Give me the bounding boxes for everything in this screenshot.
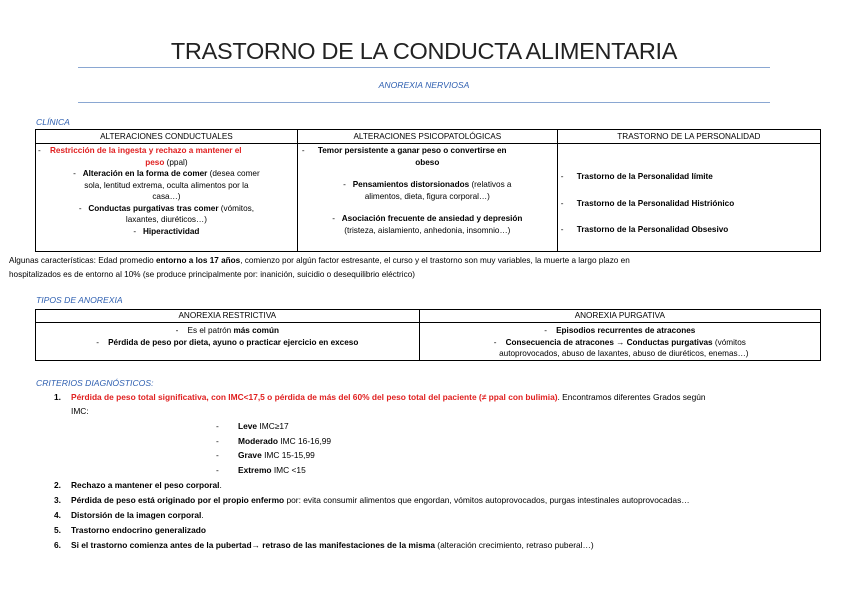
header-purgativa: ANOREXIA PURGATIVA xyxy=(419,310,820,323)
psicopatologicas-cell: - Temor persistente a ganar peso o convertirse en obeso - Pensamientos distorsionados (relativos a alimentos, dieta, figura corporal…) - Asociación frecuente de ansiedad y depresión (tristeza, aislamiento, anhedonia, insomnio…) xyxy=(297,144,557,252)
list-item: - Temor persistente a ganar peso o convertirse en xyxy=(301,146,507,155)
purgativa-cell: - Episodios recurrentes de atracones - Consecuencia de atracones → Conductas purgativas (vómitos autoprovocados, abuso de laxantes, abuso de diuréticos, enemas…) xyxy=(419,323,820,361)
criterio-4: 4. Distorsión de la imagen corporal. xyxy=(54,510,204,520)
list-item: - Restricción de la ingesta y rechazo a mantener el xyxy=(38,146,242,155)
conductuales-cell: - Restricción de la ingesta y rechazo a mantener el peso (ppal) - Alteración en la forma de comer (desea comer sola, lentitud extrema, oculta alimentos por la casa…) - Conductas purgativas tras comer (vómitos, laxantes, diuréticos…) - Hiperactividad xyxy=(36,144,298,252)
grado-grave: - Grave IMC 15-15,99 xyxy=(216,450,315,460)
list-item: - Trastorno de la Personalidad Obsesivo xyxy=(560,225,729,234)
criterio-3: 3. Pérdida de peso está originado por el propio enfermo por: evita consumir alimentos que engordan, vómitos autoprovocados, purgas intestinales autoprovocadas… xyxy=(54,495,690,505)
list-item: - Trastorno de la Personalidad límite xyxy=(560,172,713,181)
caracteristicas-note: Algunas características: Edad promedio entorno a los 17 años, comienzo por algún factor estresante, el curso y el trastorno son muy variables, la muerte a largo plazo en hospitalizados es de entorno al 10% (se produce principalmente por: inanición, suicidio o desequilibrio eléctrico) xyxy=(9,256,630,279)
criterio-2: 2. Rechazo a mantener el peso corporal. xyxy=(54,480,222,490)
title-divider xyxy=(78,67,770,68)
tipos-heading: TIPOS DE ANOREXIA xyxy=(36,295,123,305)
clinica-table xyxy=(35,129,821,252)
header-conductuales: ALTERACIONES CONDUCTUALES xyxy=(36,130,298,144)
header-restrictiva: ANOREXIA RESTRICTIVA xyxy=(36,310,420,323)
clinica-heading: CLÍNICA xyxy=(36,117,70,127)
list-item: - Conductas purgativas tras comer (vómitos, xyxy=(78,203,255,213)
criterio-6: 6. Si el trastorno comienza antes de la pubertad→ retraso de las manifestaciones de la misma (alteración crecimiento, retraso puberal…) xyxy=(54,540,594,550)
list-item: - Alteración en la forma de comer (desea comer xyxy=(73,169,260,178)
grado-extremo: - Extremo IMC <15 xyxy=(216,465,306,475)
criterio-1-line2: IMC: xyxy=(71,406,89,416)
grado-leve: - Leve IMC≥17 xyxy=(216,421,289,431)
list-item: - Pérdida de peso por dieta, ayuno o practicar ejercicio en exceso xyxy=(96,337,359,347)
list-item: - Asociación frecuente de ansiedad y depresión xyxy=(332,214,523,223)
list-item: - Es el patrón más común xyxy=(175,326,279,335)
list-item: - Episodios recurrentes de atracones xyxy=(544,326,696,335)
header-psicopatologicas: ALTERACIONES PSICOPATOLÓGICAS xyxy=(297,130,557,144)
tipos-table xyxy=(35,309,821,361)
list-item: - Consecuencia de atracones → Conductas purgativas (vómitos xyxy=(493,337,746,347)
list-item: - Pensamientos distorsionados (relativos a xyxy=(343,180,512,189)
list-item: - Hiperactividad xyxy=(133,226,200,236)
grado-moderado: - Moderado IMC 16-16,99 xyxy=(216,436,332,446)
page-title: TRASTORNO DE LA CONDUCTA ALIMENTARIA xyxy=(170,38,678,64)
header-personalidad: TRASTORNO DE LA PERSONALIDAD xyxy=(557,130,820,144)
list-item: - Trastorno de la Personalidad Histriónico xyxy=(560,198,735,208)
personalidad-cell xyxy=(557,144,820,252)
section-subtitle: ANOREXIA NERVIOSA xyxy=(378,80,470,90)
criterio-5: 5. Trastorno endocrino generalizado xyxy=(54,525,206,535)
restrictiva-cell xyxy=(36,323,420,361)
criterios-heading: CRITERIOS DIAGNÓSTICOS: xyxy=(36,378,154,388)
criterio-1: 1. Pérdida de peso total significativa, con IMC<17,5 o pérdida de más del 60% del peso total del paciente (≠ ppal con bulimia). Encontramos diferentes Grados según xyxy=(54,392,706,402)
subtitle-divider xyxy=(78,102,770,103)
